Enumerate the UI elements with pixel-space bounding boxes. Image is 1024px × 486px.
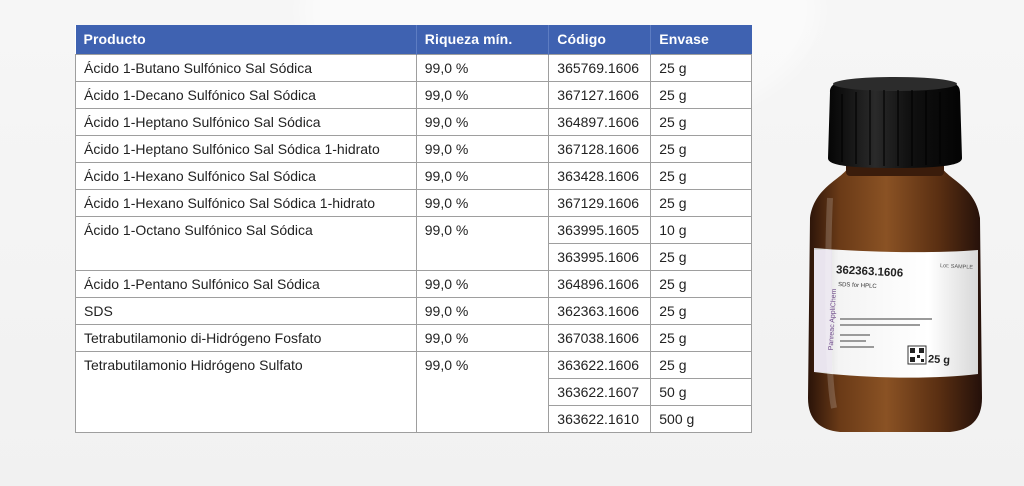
table-row	[76, 216, 752, 243]
cell-codigo: 364896.1606	[549, 270, 651, 297]
table-row	[76, 189, 752, 216]
table-header-row	[76, 25, 752, 54]
cell-codigo: 364897.1606	[549, 108, 651, 135]
cap-top	[833, 77, 957, 91]
cell-producto: Ácido 1-Octano Sulfónico Sal Sódica	[76, 216, 417, 270]
bottle-cap	[828, 78, 962, 168]
table-row	[76, 81, 752, 108]
table-row	[76, 351, 752, 378]
bottle-lot-label: Lot: SAMPLE	[939, 263, 974, 271]
cell-envase: 500 g	[651, 405, 752, 432]
cell-envase: 10 g	[651, 216, 752, 243]
cell-codigo: 363995.1605	[549, 216, 651, 243]
table-row	[76, 270, 752, 297]
cell-envase: 25 g	[651, 297, 752, 324]
bottle-brand-logo: Panreac AppliChem	[827, 288, 839, 351]
cell-codigo: 367129.1606	[549, 189, 651, 216]
label-qr-code	[908, 346, 926, 364]
cell-envase: 25 g	[651, 270, 752, 297]
cell-riqueza: 99,0 %	[416, 324, 549, 351]
cell-envase: 50 g	[651, 378, 752, 405]
cell-envase: 25 g	[651, 54, 752, 81]
cell-riqueza: 99,0 %	[416, 108, 549, 135]
cell-codigo: 367128.1606	[549, 135, 651, 162]
cell-codigo: 363995.1606	[549, 243, 651, 270]
cell-codigo: 363428.1606	[549, 162, 651, 189]
cell-codigo: 362363.1606	[549, 297, 651, 324]
cell-envase: 25 g	[651, 162, 752, 189]
cell-envase: 25 g	[651, 351, 752, 378]
bottle-product-label: SDS for HPLC	[837, 281, 877, 291]
cell-codigo: 363622.1610	[549, 405, 651, 432]
bottle-illustration	[800, 68, 990, 448]
header-producto: Producto	[76, 25, 417, 54]
cell-codigo: 367038.1606	[549, 324, 651, 351]
bottle-size-label: 25 g	[927, 353, 951, 367]
table-row	[76, 324, 752, 351]
cell-producto: Ácido 1-Butano Sulfónico Sal Sódica	[76, 54, 417, 81]
cell-producto: Tetrabutilamonio Hidrógeno Sulfato	[76, 351, 417, 432]
cell-producto: Ácido 1-Pentano Sulfónico Sal Sódica	[76, 270, 417, 297]
cell-riqueza: 99,0 %	[416, 270, 549, 297]
cell-riqueza: 99,0 %	[416, 162, 549, 189]
cell-envase: 25 g	[651, 108, 752, 135]
table-row	[76, 54, 752, 81]
cell-envase: 25 g	[651, 243, 752, 270]
cell-envase: 25 g	[651, 81, 752, 108]
bottle-code-label: 362363.1606	[835, 264, 904, 280]
cell-codigo: 367127.1606	[549, 81, 651, 108]
cell-riqueza: 99,0 %	[416, 297, 549, 324]
product-bottle-image	[800, 68, 990, 448]
cell-riqueza: 99,0 %	[416, 54, 549, 81]
cell-riqueza: 99,0 %	[416, 189, 549, 216]
header-envase: Envase	[651, 25, 752, 54]
cell-codigo: 363622.1607	[549, 378, 651, 405]
cell-codigo: 365769.1606	[549, 54, 651, 81]
cell-envase: 25 g	[651, 189, 752, 216]
cell-riqueza: 99,0 %	[416, 135, 549, 162]
cell-riqueza: 99,0 %	[416, 351, 549, 432]
cell-producto: Ácido 1-Decano Sulfónico Sal Sódica	[76, 81, 417, 108]
cell-producto: Ácido 1-Hexano Sulfónico Sal Sódica 1-hidrato	[76, 189, 417, 216]
table-row	[76, 162, 752, 189]
cell-producto: Ácido 1-Hexano Sulfónico Sal Sódica	[76, 162, 417, 189]
cell-producto: Ácido 1-Heptano Sulfónico Sal Sódica	[76, 108, 417, 135]
table-row	[76, 297, 752, 324]
table-row	[76, 135, 752, 162]
cell-codigo: 363622.1606	[549, 351, 651, 378]
cell-riqueza: 99,0 %	[416, 216, 549, 270]
product-table	[75, 25, 752, 433]
cell-producto: SDS	[76, 297, 417, 324]
cell-envase: 25 g	[651, 324, 752, 351]
header-riqueza: Riqueza mín.	[416, 25, 549, 54]
header-codigo: Código	[549, 25, 651, 54]
cell-riqueza: 99,0 %	[416, 81, 549, 108]
table-row	[76, 108, 752, 135]
cell-producto: Ácido 1-Heptano Sulfónico Sal Sódica 1-hidrato	[76, 135, 417, 162]
cell-envase: 25 g	[651, 135, 752, 162]
cell-producto: Tetrabutilamonio di-Hidrógeno Fosfato	[76, 324, 417, 351]
